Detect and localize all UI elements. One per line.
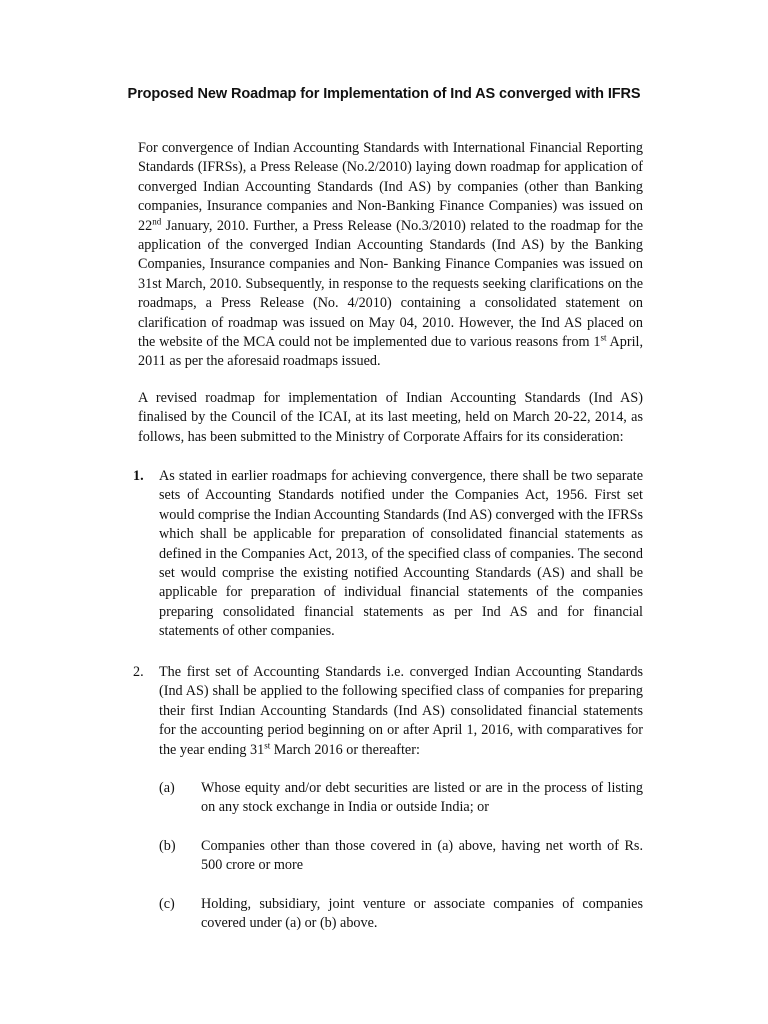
ordinal-suffix: nd — [152, 215, 162, 226]
intro-paragraph — [138, 139, 643, 372]
ordinal-suffix: st — [264, 739, 271, 750]
intro-text-part-1: For convergence of Indian Accounting Standards with International Financial Reporting Standards (IFRSs), a Press Release (No.2/2010) laying down roadmap for application of converged Indian Accounting Standards (Ind AS) by companies (other than Banking companies, Insurance companies and Non-Banking Finance Companies) was issued on 22 — [138, 140, 643, 234]
item-number: 1. — [133, 468, 144, 484]
item-text-part-2: March 2016 or thereafter: — [270, 741, 420, 758]
sub-item-text: Companies other than those covered in (a) above, having net worth of Rs. 500 crore or more — [201, 838, 643, 874]
item-text: As stated in earlier roadmaps for achieving convergence, there shall be two separate sets of Accounting Standards notified under the Companies Act, 1956. First set would comprise the Indian Accounting Standards (Ind AS) converged with the IFRSs which shall be applicable for preparation of consolidated financial statements as defined in the Companies Act, 2013, of the specified class of companies. The second set would comprise the existing notified Accounting Standards (AS) and shall be applicable for preparation of individual financial statements of the companies preparing consolidated financial statements as per Ind AS and for financial statements of other companies. — [159, 468, 644, 640]
intro-text-part-2: January, 2010. Further, a Press Release (No.3/2010) related to the roadmap for the application of the converged Indian Accounting Standards (Ind AS) by the Banking Companies, Insurance companies and Non- Banking Finance Companies was issued on 31st March, 2010. Subsequently, in response to the requests seeking clarifications on the roadmaps, a Press Release (No. 4/2010) containing a consolidated statement on clarification of roadmap was issued on May 04, 2010. However, the Ind AS placed on the website of the MCA could not be implemented due to various reasons from 1 — [138, 217, 643, 351]
document-title: Proposed New Roadmap for Implementation of Ind AS converged with IFRS — [127, 86, 641, 102]
ordinal-suffix: st — [600, 332, 607, 343]
sub-item-text: Holding, subsidiary, joint venture or associate companies of companies covered under (a) or (b) above. — [201, 896, 643, 932]
item-text — [159, 663, 643, 760]
sub-item-text: Whose equity and/or debt securities are listed or are in the process of listing on any stock exchange in India or outside India; or — [201, 780, 643, 816]
sub-item-label: (a) — [159, 780, 175, 796]
revised-roadmap-paragraph: A revised roadmap for implementation of Indian Accounting Standards (Ind AS) finalised by the Council of the ICAI, at its last meeting, held on March 20-22, 2014, as follows, has been submitted to the Ministry of Corporate Affairs for its consideration: — [138, 390, 643, 445]
sub-item-label: (c) — [159, 896, 175, 912]
item-text-part-1: The first set of Accounting Standards i.e. converged Indian Accounting Standards (Ind AS) shall be applied to the following specified class of companies for preparing their first Indian Accounting Standards (Ind AS) consolidated financial statements for the accounting period beginning on or after April 1, 2016, with comparatives for the year ending 31 — [159, 664, 643, 758]
intro-text-part-3: April, 2011 as per the aforesaid roadmaps issued. — [138, 334, 643, 370]
item-number: 2. — [133, 664, 144, 680]
sub-item-label: (b) — [159, 838, 176, 854]
